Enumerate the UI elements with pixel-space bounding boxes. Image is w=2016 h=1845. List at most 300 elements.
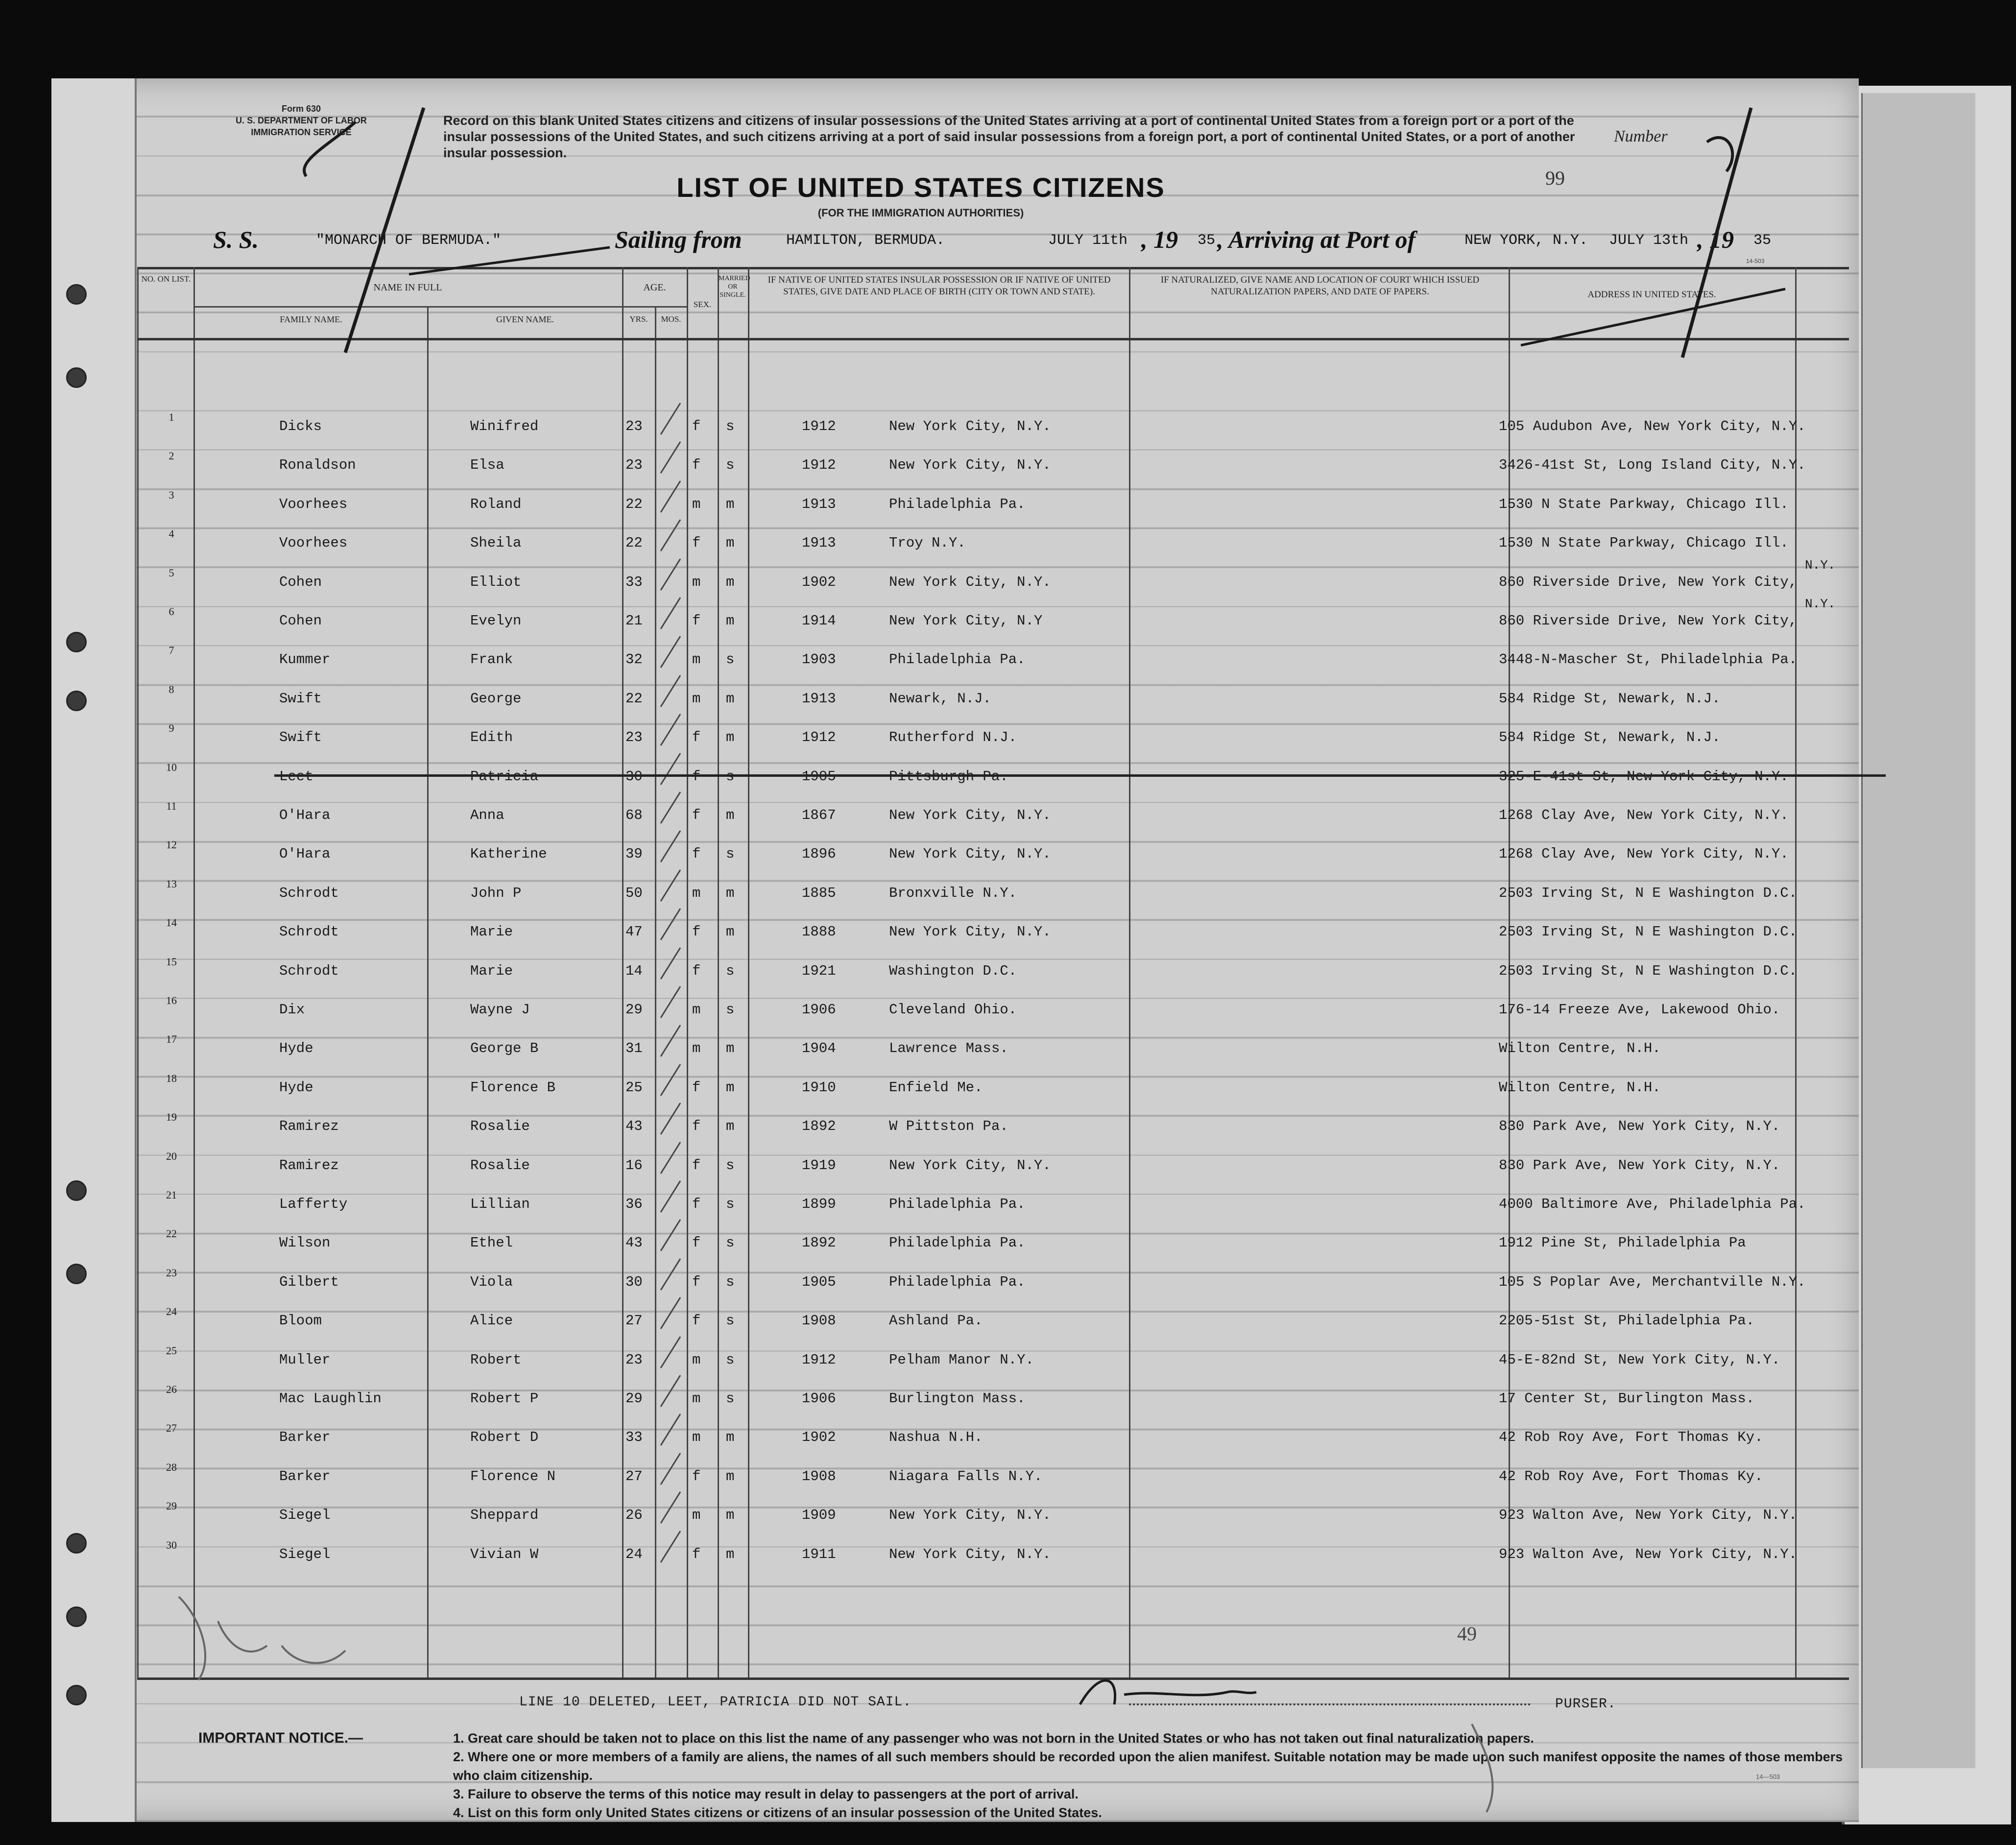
address: 1530 N State Parkway, Chicago Ill. xyxy=(1499,535,1789,551)
marital-status: m xyxy=(726,1040,735,1057)
birth-year: 1909 xyxy=(802,1507,836,1524)
address: 2205-51st St, Philadelphia Pa. xyxy=(1499,1313,1755,1329)
marital-status: s xyxy=(726,1313,735,1329)
notice-item: 4. List on this form only United States citizens or citizens of an insular possession of the United States. xyxy=(453,1805,1102,1820)
given-name: Alice xyxy=(470,1313,513,1329)
sailing-label: Sailing from xyxy=(615,226,742,253)
address: 17 Center St, Burlington Mass. xyxy=(1499,1390,1755,1407)
notice-item: 1. Great care should be taken not to place on this list the name of any passenger who was not born in the United States or who has not taken out final naturalization papers. xyxy=(453,1731,1534,1746)
address: 42 Rob Roy Ave, Fort Thomas Ky. xyxy=(1499,1468,1763,1485)
handwritten-number-one xyxy=(1707,138,1732,171)
voyage-line xyxy=(213,225,1829,264)
punch-hole-icon xyxy=(66,1606,87,1627)
family-name: Voorhees xyxy=(279,496,348,512)
notice-item: 3. Failure to observe the terms of this notice may result in delay to passengers at the port of arrival. xyxy=(453,1787,1079,1801)
given-name: Patricia xyxy=(470,768,539,785)
sex-value: f xyxy=(692,1196,701,1212)
birth-place: Pittsburgh Pa. xyxy=(889,768,1008,785)
sex-value: f xyxy=(692,962,701,979)
marital-status: s xyxy=(726,962,735,979)
marital-status: m xyxy=(726,807,735,823)
check-mark-icon xyxy=(659,984,683,1019)
age-years: 23 xyxy=(625,729,643,746)
given-name: Anna xyxy=(470,807,504,823)
birth-year: 1906 xyxy=(802,1390,836,1407)
family-name: Hyde xyxy=(279,1040,313,1057)
address: 2503 Irving St, N E Washington D.C. xyxy=(1499,924,1798,940)
table-row xyxy=(51,1259,1859,1294)
sheet-number: 49 xyxy=(1457,1623,1477,1645)
ship-name: "MONARCH OF BERMUDA." xyxy=(316,232,502,249)
given-name: Rosalie xyxy=(470,1118,530,1135)
given-name: Katherine xyxy=(470,846,547,863)
list-number: 29 xyxy=(166,1500,177,1512)
birth-year: 1912 xyxy=(802,1351,836,1368)
sex-value: f xyxy=(692,768,701,785)
birth-year: 1913 xyxy=(802,496,836,512)
birth-year: 1867 xyxy=(802,807,836,823)
sex-value: f xyxy=(692,457,701,474)
marital-status: s xyxy=(726,1390,735,1407)
table-row xyxy=(51,1414,1859,1449)
age-years: 23 xyxy=(625,457,643,474)
sex-value: f xyxy=(692,613,701,629)
age-years: 30 xyxy=(625,768,643,785)
list-number: 20 xyxy=(166,1150,177,1162)
check-mark-icon xyxy=(659,1218,683,1252)
arrival-year-prefix: , 19 xyxy=(1697,226,1734,253)
check-mark-icon xyxy=(659,1257,683,1291)
sex-value: f xyxy=(692,1235,701,1251)
given-name: Florence N xyxy=(470,1468,556,1485)
table-row xyxy=(51,1531,1859,1566)
check-mark-icon xyxy=(659,946,683,980)
marital-status: s xyxy=(726,846,735,863)
list-number: 23 xyxy=(166,1266,177,1279)
marital-status: s xyxy=(726,418,735,434)
given-name: Elsa xyxy=(470,457,504,474)
sex-value: f xyxy=(692,1079,701,1096)
age-years: 16 xyxy=(625,1157,643,1174)
check-mark-icon xyxy=(659,790,683,824)
birth-place: New York City, N.Y xyxy=(889,613,1043,629)
check-mark-icon xyxy=(659,751,683,786)
birth-place: New York City, N.Y. xyxy=(889,807,1051,823)
table-row xyxy=(51,714,1859,749)
birth-year: 1914 xyxy=(802,613,836,629)
marital-status: m xyxy=(726,729,735,746)
pencil-notation xyxy=(179,1597,345,1680)
table-row xyxy=(51,403,1859,438)
list-number: 28 xyxy=(166,1461,177,1473)
marital-status: s xyxy=(726,768,735,785)
given-name: Robert D xyxy=(470,1429,539,1446)
list-number: 26 xyxy=(166,1383,177,1395)
address: 3426-41st St, Long Island City, N.Y. xyxy=(1499,457,1806,474)
birth-year: 1892 xyxy=(802,1118,836,1135)
given-name: Edith xyxy=(470,729,513,746)
family-name: Leet xyxy=(279,768,313,785)
check-mark-icon xyxy=(659,1179,683,1213)
address: 923 Walton Ave, New York City, N.Y. xyxy=(1499,1507,1798,1524)
birth-year: 1902 xyxy=(802,574,836,590)
marital-status: s xyxy=(726,457,735,474)
table-row xyxy=(51,948,1859,983)
family-name: O'Hara xyxy=(279,807,331,823)
birth-year: 1910 xyxy=(802,1079,836,1096)
sex-value: m xyxy=(692,1507,701,1524)
table-row xyxy=(51,1375,1859,1411)
marital-status: s xyxy=(726,1002,735,1018)
page-title: LIST OF UNITED STATES CITIZENS xyxy=(676,172,1165,203)
birth-place: New York City, N.Y. xyxy=(889,418,1051,434)
form-footer-code: 14—503 xyxy=(1756,1773,1780,1780)
age-years: 21 xyxy=(625,613,643,629)
list-number: 24 xyxy=(166,1305,177,1318)
table-row xyxy=(51,1103,1859,1138)
birth-year: 1896 xyxy=(802,846,836,863)
age-years: 29 xyxy=(625,1002,643,1018)
list-number: 5 xyxy=(168,566,174,579)
birth-place: Philadelphia Pa. xyxy=(889,651,1026,668)
family-name: Ronaldson xyxy=(279,457,356,474)
family-name: Schrodt xyxy=(279,924,339,940)
check-mark-icon xyxy=(659,1023,683,1057)
age-years: 68 xyxy=(625,807,643,823)
birth-year: 1912 xyxy=(802,729,836,746)
sex-value: m xyxy=(692,496,701,512)
birth-place: Philadelphia Pa. xyxy=(889,496,1026,512)
birth-place: Burlington Mass. xyxy=(889,1390,1026,1407)
birth-place: Washington D.C. xyxy=(889,962,1017,979)
age-years: 31 xyxy=(625,1040,643,1057)
marital-status: m xyxy=(726,924,735,940)
address: 1912 Pine St, Philadelphia Pa xyxy=(1499,1235,1746,1251)
table-row xyxy=(51,1492,1859,1527)
birth-year: 1912 xyxy=(802,418,836,434)
age-years: 36 xyxy=(625,1196,643,1212)
check-mark-icon xyxy=(659,401,683,435)
given-name: Sheila xyxy=(470,535,522,551)
family-name: Muller xyxy=(279,1351,331,1368)
punch-hole-icon xyxy=(66,1685,87,1705)
age-years: 23 xyxy=(625,418,643,434)
age-years: 26 xyxy=(625,1507,643,1524)
age-years: 22 xyxy=(625,535,643,551)
check-mark-icon xyxy=(659,1451,683,1486)
table-row xyxy=(51,909,1859,944)
ss-label: S. S. xyxy=(213,226,259,253)
birth-place: Philadelphia Pa. xyxy=(889,1235,1026,1251)
given-name: Florence B xyxy=(470,1079,556,1096)
address: 3448-N-Mascher St, Philadelphia Pa. xyxy=(1499,651,1798,668)
birth-year: 1921 xyxy=(802,962,836,979)
marital-status: m xyxy=(726,1079,735,1096)
address: 830 Park Ave, New York City, N.Y. xyxy=(1499,1118,1780,1135)
birth-year: 1899 xyxy=(802,1196,836,1212)
family-name: Hyde xyxy=(279,1079,313,1096)
birth-place: Lawrence Mass. xyxy=(889,1040,1008,1057)
birth-place: New York City, N.Y. xyxy=(889,1546,1051,1562)
birth-place: Rutherford N.J. xyxy=(889,729,1017,746)
arrival-year: 35 xyxy=(1753,232,1772,249)
sex-value: f xyxy=(692,924,701,940)
departure-year: 35 xyxy=(1198,232,1216,249)
birth-place: Troy N.Y. xyxy=(889,535,966,551)
list-number: 18 xyxy=(166,1072,177,1084)
table-row xyxy=(51,831,1859,866)
purser-label: PURSER. xyxy=(1555,1697,1616,1712)
given-name: Frank xyxy=(470,651,513,668)
age-years: 43 xyxy=(625,1118,643,1135)
family-name: Schrodt xyxy=(279,962,339,979)
address-continuation: N.Y. xyxy=(1805,557,1836,573)
department-name: U. S. DEPARTMENT OF LABOR xyxy=(236,116,367,125)
age-years: 32 xyxy=(625,651,643,668)
purser-signature xyxy=(1080,1680,1256,1704)
departure-date: JULY 11th xyxy=(1048,232,1128,249)
birth-place: W Pittston Pa. xyxy=(889,1118,1008,1135)
given-name: Lillian xyxy=(470,1196,530,1212)
sex-value: f xyxy=(692,1273,701,1290)
table-row xyxy=(51,1025,1859,1060)
table-bottom-rule xyxy=(137,1677,1849,1680)
header-bottom-rule xyxy=(137,338,1849,340)
given-name: Robert xyxy=(470,1351,522,1368)
address: 860 Riverside Drive, New York City, xyxy=(1499,613,1798,629)
sex-value: f xyxy=(692,846,701,863)
table-row xyxy=(51,636,1859,671)
birth-year: 1905 xyxy=(802,1273,836,1290)
given-name: Viola xyxy=(470,1273,513,1290)
birth-year: 1903 xyxy=(802,651,836,668)
table-row xyxy=(51,1142,1859,1177)
sex-value: f xyxy=(692,535,701,551)
birth-place: New York City, N.Y. xyxy=(889,574,1051,590)
family-name: Cohen xyxy=(279,613,322,629)
birth-place: Ashland Pa. xyxy=(889,1313,983,1329)
header-subrule xyxy=(193,306,622,308)
table-row xyxy=(51,1453,1859,1488)
family-name: Dix xyxy=(279,1002,305,1018)
table-row xyxy=(51,1064,1859,1100)
address: 4000 Baltimore Ave, Philadelphia Pa. xyxy=(1499,1196,1806,1212)
given-name: John P xyxy=(470,885,522,901)
given-name: Marie xyxy=(470,962,513,979)
address: 1268 Clay Ave, New York City, N.Y. xyxy=(1499,807,1789,823)
marital-status: m xyxy=(726,1468,735,1485)
family-name: Cohen xyxy=(279,574,322,590)
address: 923 Walton Ave, New York City, N.Y. xyxy=(1499,1546,1798,1562)
marital-status: m xyxy=(726,1118,735,1135)
birth-place: Philadelphia Pa. xyxy=(889,1196,1026,1212)
list-number: 11 xyxy=(166,800,177,812)
list-number: 12 xyxy=(166,839,177,851)
page-number: 99 xyxy=(1545,167,1565,189)
birth-year: 1908 xyxy=(802,1468,836,1485)
punch-hole-icon xyxy=(66,284,87,305)
sex-value: f xyxy=(692,807,701,823)
sex-value: f xyxy=(692,1157,701,1174)
check-mark-icon xyxy=(659,557,683,591)
age-years: 47 xyxy=(625,924,643,940)
birth-year: 1913 xyxy=(802,690,836,707)
age-years: 22 xyxy=(625,496,643,512)
marital-status: m xyxy=(726,1546,735,1562)
table-row xyxy=(51,598,1859,633)
birth-year: 1905 xyxy=(802,768,836,785)
marital-status: s xyxy=(726,1273,735,1290)
family-name: Ramirez xyxy=(279,1157,339,1174)
check-mark-icon xyxy=(659,1373,683,1408)
table-row xyxy=(51,753,1859,789)
marital-status: m xyxy=(726,1507,735,1524)
age-years: 22 xyxy=(625,690,643,707)
birth-year: 1912 xyxy=(802,457,836,474)
arriving-label: , Arriving at Port of xyxy=(1217,226,1416,253)
age-years: 23 xyxy=(625,1351,643,1368)
family-name: Mac Laughlin xyxy=(279,1390,382,1407)
given-name: George xyxy=(470,690,522,707)
age-years: 29 xyxy=(625,1390,643,1407)
punch-hole-icon xyxy=(66,367,87,388)
birth-place: Newark, N.J. xyxy=(889,690,991,707)
check-mark-icon xyxy=(659,1295,683,1330)
family-name: Siegel xyxy=(279,1546,331,1562)
sex-value: m xyxy=(692,885,701,901)
marital-status: s xyxy=(726,651,735,668)
age-years: 24 xyxy=(625,1546,643,1562)
header-place-of-birth: IF NATIVE OF UNITED STATES INSULAR POSSESSION OR IF NATIVE OF UNITED STATES, GIVE DATE AND PLACE OF BIRTH (CITY OR TOWN AND STATE). xyxy=(768,275,1111,297)
check-mark-icon xyxy=(659,634,683,669)
table-row xyxy=(51,481,1859,516)
family-name: Swift xyxy=(279,729,322,746)
signature-line xyxy=(1129,1703,1531,1705)
number-label: Number xyxy=(1614,127,1668,145)
birth-place: Nashua N.H. xyxy=(889,1429,983,1446)
sex-value: f xyxy=(692,1313,701,1329)
check-mark-icon xyxy=(659,1490,683,1524)
age-years: 50 xyxy=(625,885,643,901)
header-married-single: MARRIED OR SINGLE. xyxy=(719,275,750,299)
list-number: 13 xyxy=(166,877,177,890)
sex-value: f xyxy=(692,1468,701,1485)
marital-status: s xyxy=(726,1157,735,1174)
departure-port: HAMILTON, BERMUDA. xyxy=(786,232,945,249)
list-number: 21 xyxy=(166,1189,177,1201)
address: 830 Park Ave, New York City, N.Y. xyxy=(1499,1157,1780,1174)
sex-value: m xyxy=(692,1429,701,1446)
address: Wilton Centre, N.H. xyxy=(1499,1079,1661,1096)
sex-value: f xyxy=(692,1546,701,1562)
family-name: Barker xyxy=(279,1429,331,1446)
check-mark-icon xyxy=(659,1335,683,1369)
marital-status: s xyxy=(726,1196,735,1212)
print-code: 14-503 xyxy=(1746,258,1765,264)
birth-place: New York City, N.Y. xyxy=(889,457,1051,474)
family-name: Bloom xyxy=(279,1313,322,1329)
given-name: Sheppard xyxy=(470,1507,539,1524)
address: 45-E-82nd St, New York City, N.Y. xyxy=(1499,1351,1780,1368)
birth-place: Enfield Me. xyxy=(889,1079,983,1096)
birth-year: 1913 xyxy=(802,535,836,551)
birth-place: Philadelphia Pa. xyxy=(889,1273,1026,1290)
address: 584 Ridge St, Newark, N.J. xyxy=(1499,729,1721,746)
check-mark-icon xyxy=(659,1529,683,1563)
given-name: Robert P xyxy=(470,1390,539,1407)
table-row xyxy=(51,675,1859,711)
arrival-date: JULY 13th xyxy=(1609,232,1689,249)
departure-year-prefix: , 19 xyxy=(1141,226,1178,253)
given-name: Rosalie xyxy=(470,1157,530,1174)
birth-year: 1904 xyxy=(802,1040,836,1057)
given-name: George B xyxy=(470,1040,539,1057)
table-row xyxy=(51,559,1859,594)
table-row xyxy=(51,520,1859,555)
sex-value: m xyxy=(692,1002,701,1018)
list-number: 3 xyxy=(168,488,174,501)
header-years: YRS. xyxy=(629,314,648,324)
list-number: 2 xyxy=(168,450,174,462)
check-mark-icon xyxy=(659,673,683,708)
table-row xyxy=(51,1337,1859,1372)
list-number: 10 xyxy=(166,761,177,773)
marital-status: s xyxy=(726,1235,735,1251)
check-mark-icon xyxy=(659,829,683,863)
notice-item: 2. Where one or more members of a family are aliens, the names of all such members should be recorded upon the alien manifest. Suitable notation may be made upon such manifest opposite the names of those members who claim citizenship. xyxy=(453,1749,1843,1783)
check-mark-icon xyxy=(659,1140,683,1174)
form-number: Form 630 xyxy=(281,104,321,114)
form-instructions: Record on this blank United States citizens and citizens of insular possessions of the United States arriving at a port of continental United States from a foreign port or a port of the insular possessions of the United States, and such citizens arriving at a port of said insular possessions from a foreign port, a port of continental United States, or a port of another insular possession. xyxy=(443,113,1575,160)
age-years: 27 xyxy=(625,1468,643,1485)
age-years: 43 xyxy=(625,1235,643,1251)
birth-place: New York City, N.Y. xyxy=(889,1157,1051,1174)
table-row xyxy=(51,1181,1859,1216)
list-number: 14 xyxy=(166,916,177,929)
birth-year: 1908 xyxy=(802,1313,836,1329)
check-mark-icon xyxy=(659,1412,683,1446)
family-name: O'Hara xyxy=(279,846,331,863)
check-mark-icon xyxy=(659,440,683,474)
check-mark-icon xyxy=(659,1101,683,1135)
given-name: Roland xyxy=(470,496,522,512)
marital-status: m xyxy=(726,496,735,512)
family-name: Barker xyxy=(279,1468,331,1485)
list-number: 16 xyxy=(166,994,177,1006)
table-row xyxy=(51,870,1859,905)
header-given-name: GIVEN NAME. xyxy=(496,314,554,324)
header-age: AGE. xyxy=(643,282,666,293)
birth-year: 1892 xyxy=(802,1235,836,1251)
check-mark-icon xyxy=(659,712,683,746)
list-number: 25 xyxy=(166,1344,177,1357)
given-name: Marie xyxy=(470,924,513,940)
table-row xyxy=(51,442,1859,477)
sex-value: m xyxy=(692,690,701,707)
check-mark-icon xyxy=(659,518,683,552)
birth-year: 1906 xyxy=(802,1002,836,1018)
family-name: Ramirez xyxy=(279,1118,339,1135)
family-name: Kummer xyxy=(279,651,331,668)
birth-place: New York City, N.Y. xyxy=(889,1507,1051,1524)
check-mark-icon xyxy=(659,479,683,513)
birth-place: Bronxville N.Y. xyxy=(889,885,1017,901)
table-row xyxy=(51,1220,1859,1255)
age-years: 33 xyxy=(625,1429,643,1446)
age-years: 39 xyxy=(625,846,643,863)
arrival-port: NEW YORK, N.Y. xyxy=(1464,232,1588,249)
marital-status: s xyxy=(726,1351,735,1368)
